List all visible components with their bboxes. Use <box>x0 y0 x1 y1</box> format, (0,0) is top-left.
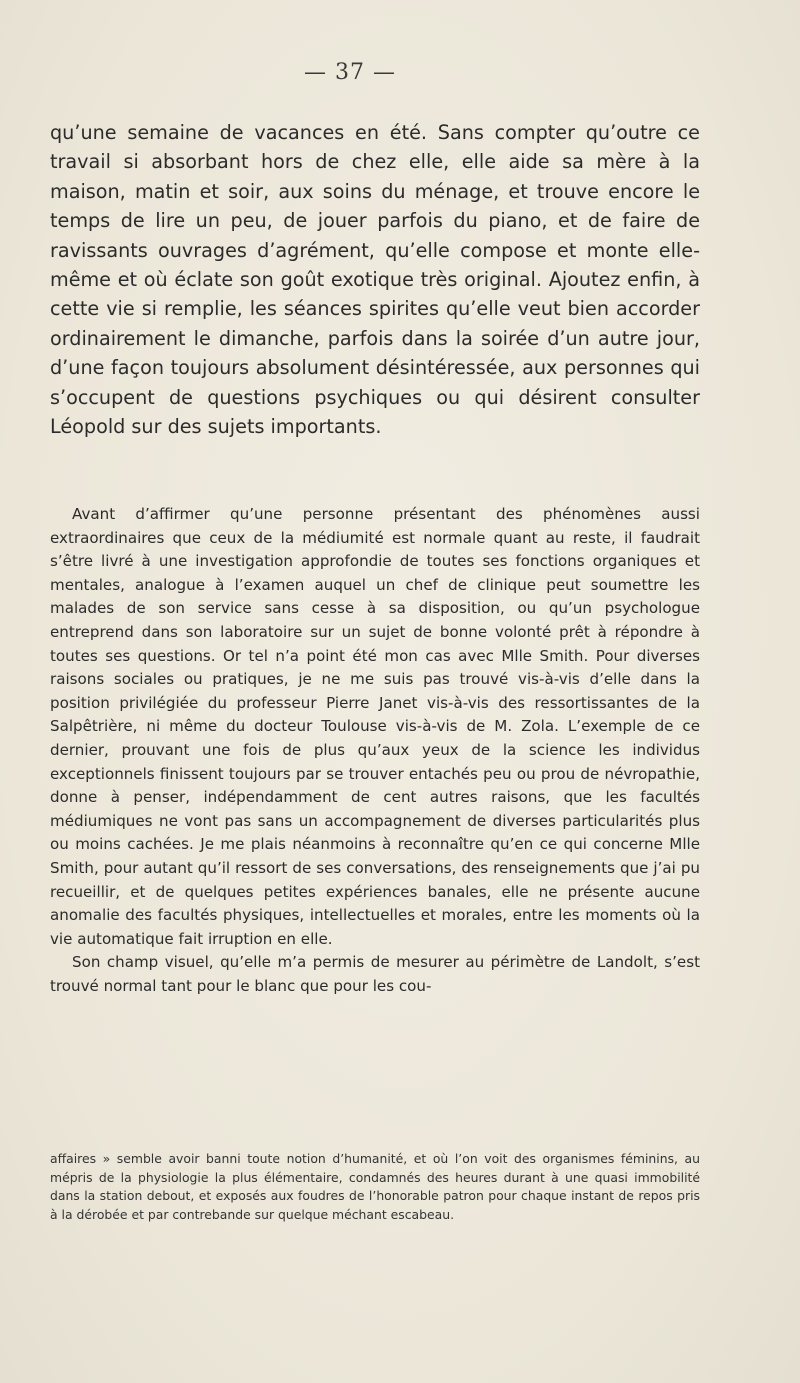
footnote <box>50 1150 700 1224</box>
footnote-text: affaires » semble avoir banni toute notion d’humanité, et où l’on voit des organismes féminins, au mépris de la physiologie la plus élémentaire, condamnés des heures durant à une quasi immobilité dans la station debout, et exposés aux foudres de l’honorable patron pour chaque instant de repos pris à la dérobée et par contrebande sur quelque méchant escabeau. <box>50 1151 700 1222</box>
paragraph-text: qu’une semaine de vacances en été. Sans compter qu’outre ce travail si absorbant hors de chez elle, elle aide sa mère à la maison, matin et soir, aux soins du ménage, et trouve encore le temps de lire un peu, de jouer parfois du piano, et de faire de ravissants ouvrages d’agrément, qu’elle compose et monte elle-même et où éclate son goût exotique très original. Ajoutez enfin, à cette vie si remplie, les séances spirites qu’elle veut bien accorder ordinairement le dimanche, parfois dans la soirée d’un autre jour, d’une façon toujours absolument désintéressée, aux personnes qui s’occupent de questions psychiques ou qui désirent consulter Léopold sur des sujets importants. <box>50 121 700 439</box>
page-number: — 37 — <box>304 60 396 85</box>
paragraph-text: Avant d’affirmer qu’une personne présentant des phénomènes aussi extraordinaires que ceux de la médiumité est normale quant au reste, il faudrait s’être livré à une investigation approfondie de toutes ses fonctions organiques et mentales, analogue à l’examen auquel un chef de clinique peut soumettre les malades de son service sans cesse à sa disposition, ou qu’un psychologue entreprend dans son laboratoire sur un sujet de bonne volonté prêt à répondre à toutes ses questions. Or tel n’a point été mon cas avec Mlle Smith. Pour diverses raisons sociales ou pratiques, je ne me suis pas trouvé vis-à-vis d’elle dans la position privilégiée du professeur Pierre Janet vis-à-vis des ressortissantes de la Salpêtrière, ni même du docteur Toulouse vis-à-vis de M. Zola. L’exemple de ce dernier, prouvant une fois de plus qu’aux yeux de la science les individus exceptionnels finissent toujours par se trouver entachés peu ou prou de névropathie, donne à penser, indépendamment de cent autres raisons, que les facultés médiumiques ne vont pas sans un accompagnement de diverses particularités plus ou moins cachées. Je me plais néanmoins à reconnaître qu’en ce qui concerne Mlle Smith, pour autant qu’il ressort de ses conversations, des renseignements que j’ai pu recueillir, et de quelques petites expériences banales, elle ne présente aucune anomalie des facultés physiques, intellectuelles et morales, entre les moments où la vie automatique fait irruption en elle. <box>50 505 700 948</box>
paragraph-text: Son champ visuel, qu’elle m’a permis de mesurer au périmètre de Landolt, s’est trouvé normal tant pour le blanc que pour les cou- <box>50 953 700 995</box>
main-paragraph-large <box>50 118 700 441</box>
main-paragraph-small <box>50 503 700 998</box>
